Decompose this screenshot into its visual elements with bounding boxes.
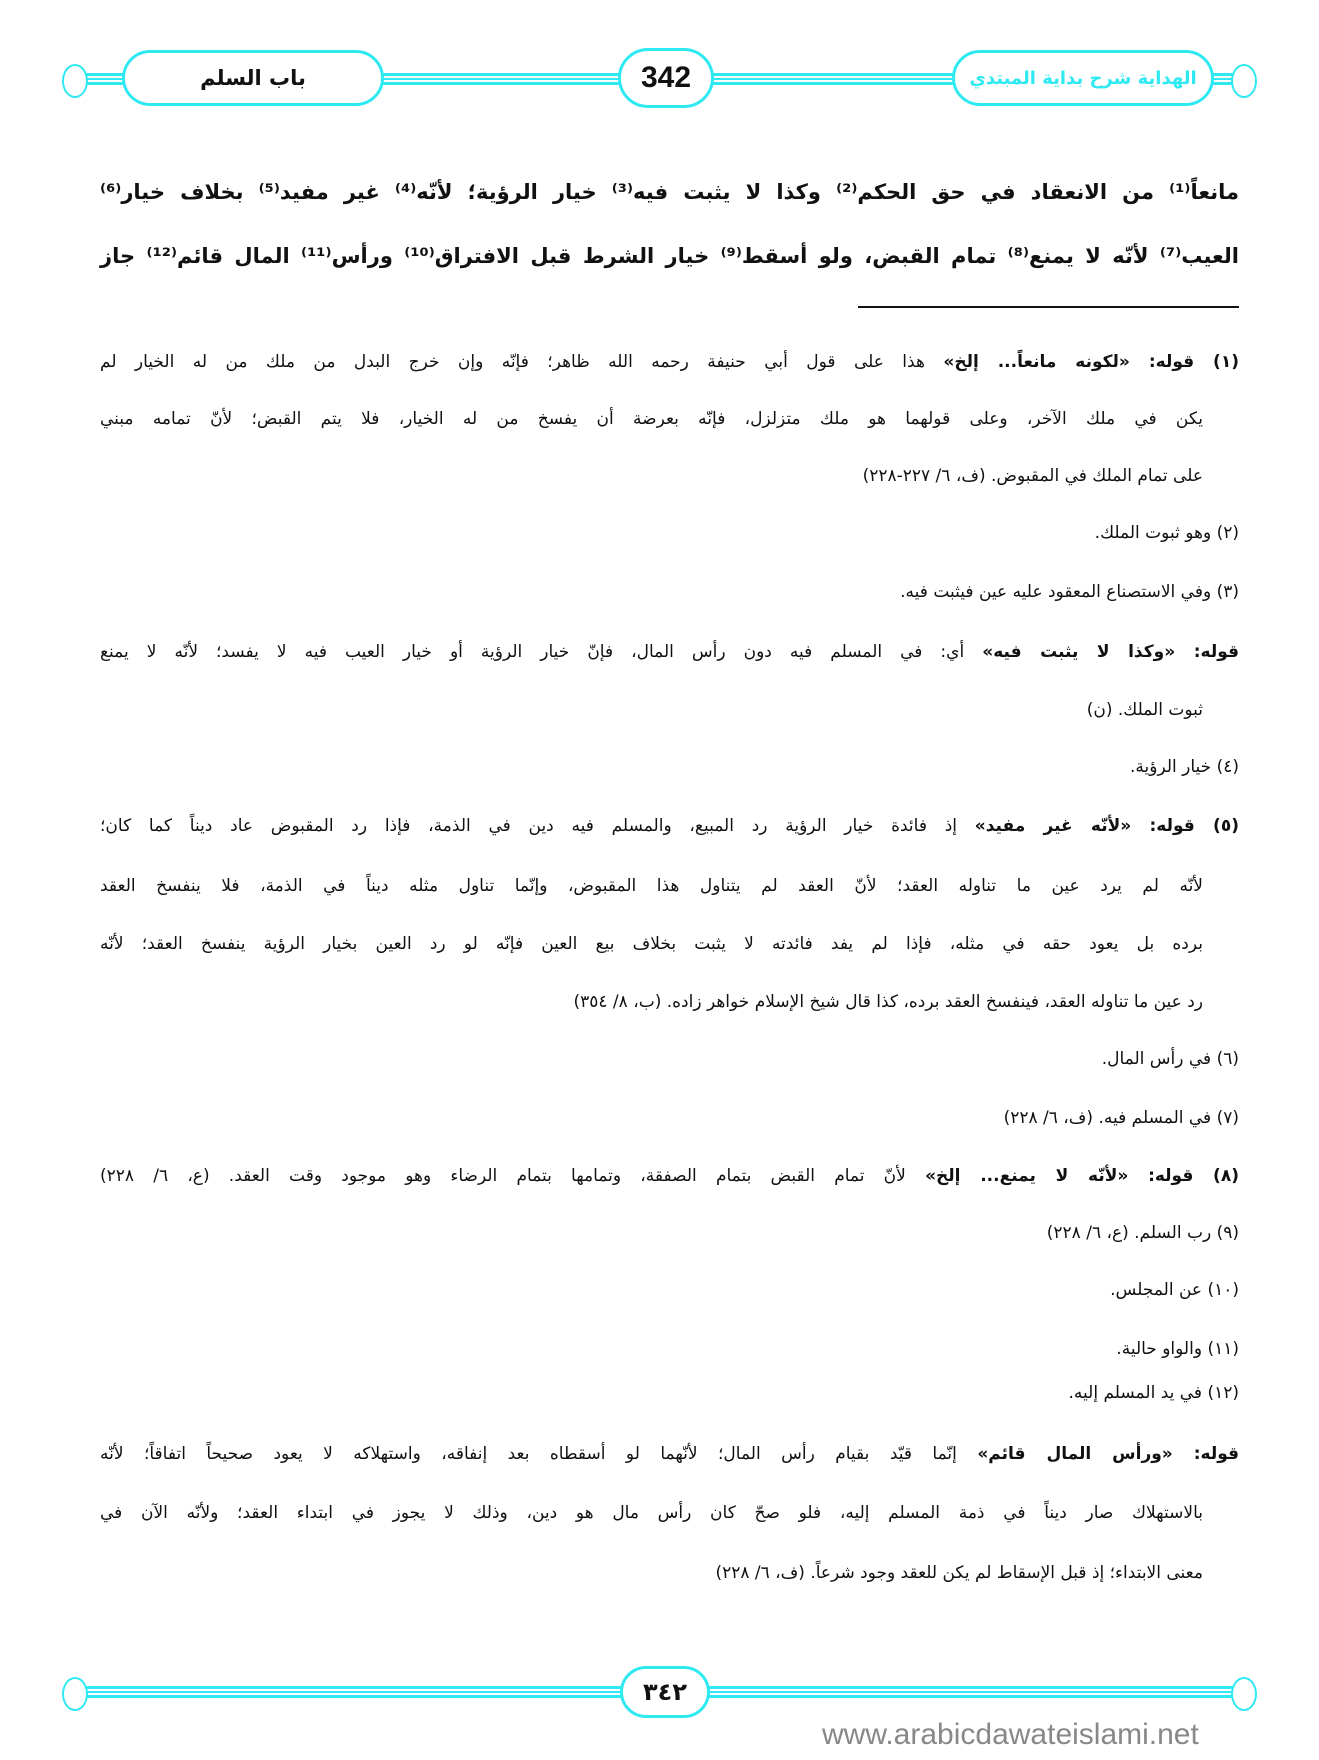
footnote-text: معنى الابتداء؛ إذ قبل الإسقاط لم يكن للعقد وجود شرعاً. (ف، ٦/ ٢٢٨) xyxy=(715,1563,1203,1583)
footnote-line xyxy=(100,352,1239,372)
footer-page-number-box xyxy=(620,1666,710,1718)
footnote-text: (٤) خيار الرؤية. xyxy=(1130,757,1239,777)
footnote-line xyxy=(100,992,1203,1012)
footnote-divider xyxy=(858,306,1239,308)
footnote-line xyxy=(100,466,1203,486)
footnote-quote: (٨) قوله: «لأنّه لا يمنع... إلخ» xyxy=(925,1166,1240,1186)
footnote-text: أي: في المسلم فيه دون رأس المال، فإنّ خيار الرؤية أو خيار العيب فيه لا يفسد؛ لأنّه لا يمنع xyxy=(100,642,983,662)
footnote-text: ثبوت الملك. (ن) xyxy=(1086,700,1203,720)
footnote-text: (٢) وهو ثبوت الملك. xyxy=(1094,523,1239,543)
footnote-line xyxy=(100,1223,1239,1243)
footnote-line xyxy=(100,1503,1203,1523)
book-title-logo: الهداية شرح بداية المبتدي xyxy=(969,67,1197,89)
footnote-line xyxy=(100,1339,1239,1359)
footnote-quote: قوله: «وكذا لا يثبت فيه» xyxy=(982,642,1239,662)
footnote-line xyxy=(100,1280,1239,1300)
footnote-quote: (١) قوله: «لكونه مانعاً... إلخ» xyxy=(943,352,1239,372)
footnote-line xyxy=(100,1108,1239,1128)
footnote-text: (١١) والواو حالية. xyxy=(1116,1339,1239,1359)
chapter-title-box xyxy=(122,50,384,106)
footnote-line xyxy=(100,700,1203,720)
footnote-text: (٣) وفي الاستصناع المعقود عليه عين فيثبت فيه. xyxy=(900,582,1239,602)
footnote-text: لأنّه لم يرد عين ما تناوله العقد؛ لأنّ العقد لم يتناول هذا المقبوض، وإنّما تناول مثله ديناً في الذمة، فلا ينفسخ العقد xyxy=(100,876,1203,896)
page-number: 342 xyxy=(640,61,692,94)
page-number-box xyxy=(618,48,714,108)
footnote-line xyxy=(100,409,1203,429)
footnote-text: إذ فائدة خيار الرؤية رد المبيع، والمسلم فيه دين في الذمة، فإذا رد المقبوض عاد ديناً كما كان؛ xyxy=(100,816,975,836)
footnote-line xyxy=(100,934,1203,954)
footnote-line xyxy=(100,1166,1239,1186)
footnote-text: (٩) رب السلم. (ع، ٦/ ٢٢٨) xyxy=(1046,1223,1239,1243)
website-watermark: www.arabicdawateislami.net xyxy=(822,1718,1199,1751)
footnote-line xyxy=(100,523,1239,543)
ornament-endcap-right xyxy=(1231,64,1257,98)
chapter-title: باب السلم xyxy=(200,66,306,90)
footnote-line xyxy=(100,876,1203,896)
footnote-line xyxy=(100,642,1239,662)
main-text-line: العيب⁽⁷⁾ لأنّه لا يمنع⁽⁸⁾ تمام القبض، ولو أسقط⁽⁹⁾ خيار الشرط قبل الافتراق⁽¹⁰⁾ ورأس⁽¹¹⁾ المال قائم⁽¹²⁾ جاز xyxy=(100,244,1239,268)
footnote-line xyxy=(100,1444,1239,1464)
footnote-quote: (٥) قوله: «لأنّه غير مفيد» xyxy=(974,816,1239,836)
footnote-line xyxy=(100,1383,1239,1403)
footnote-text: على تمام الملك في المقبوض. (ف، ٦/ ٢٢٧-٢٢٨) xyxy=(862,466,1203,486)
footnote-text: إنّما قيّد بقيام رأس المال؛ لأنّهما لو أسقطاه بعد إنفاقه، واستهلاكه لا يعود صحيحاً اتفاقاً؛ لأنّه xyxy=(100,1444,978,1464)
footnote-line xyxy=(100,816,1239,836)
main-text-line: مانعاً⁽¹⁾ من الانعقاد في حق الحكم⁽²⁾ وكذا لا يثبت فيه⁽³⁾ خيار الرؤية؛ لأنّه⁽⁴⁾ غير مفيد⁽⁵⁾ بخلاف خيار⁽⁶⁾ xyxy=(100,180,1239,204)
footnote-line xyxy=(100,1049,1239,1069)
footnote-text: يكن في ملك الآخر، وعلى قولهما هو ملك متزلزل، فإنّه بعرضة أن يفسخ من له الخيار، فلا يتم القبض؛ لأنّ تمامه مبني xyxy=(100,409,1203,429)
footnote-text: (٦) في رأس المال. xyxy=(1101,1049,1239,1069)
footnote-line xyxy=(100,1563,1203,1583)
footnote-text: رد عين ما تناوله العقد، فينفسخ العقد برده، كذا قال شيخ الإسلام خواهر زاده. (ب، ٨/ ٣٥٤) xyxy=(573,992,1203,1012)
footer-page-number: ٣٤٢ xyxy=(643,1678,687,1706)
footnote-quote: قوله: «ورأس المال قائم» xyxy=(977,1444,1240,1464)
footnote-line xyxy=(100,757,1239,777)
footnote-text: برده بل يعود حقه في مثله، فإذا لم يفد فائدته لا يثبت بخلاف بيع العين فإنّه لو رد العين بخيار الرؤية ينفسخ العقد؛ لأنّه xyxy=(100,934,1203,954)
footnote-text: لأنّ تمام القبض بتمام الصفقة، وتمامها بتمام الرضاء وهو موجود وقت العقد. (ع، ٦/ ٢٢٨) xyxy=(100,1166,926,1186)
book-title-box xyxy=(952,50,1214,106)
footnote-text: بالاستهلاك صار ديناً في ذمة المسلم إليه، فلو صحّ كان رأس مال هو دين، وذلك لا يجوز في ابتداء العقد؛ ولأنّه الآن في xyxy=(100,1503,1203,1523)
footnote-text: (٧) في المسلم فيه. (ف، ٦/ ٢٢٨) xyxy=(1003,1108,1239,1128)
footnote-line xyxy=(100,582,1239,602)
ornament-endcap-right xyxy=(1231,1677,1257,1711)
footnote-text: هذا على قول أبي حنيفة رحمه الله ظاهر؛ فإنّه وإن خرج البدل من ملك من له الخيار لم xyxy=(100,352,944,372)
ornament-endcap-left xyxy=(62,1677,88,1711)
ornament-endcap-left xyxy=(62,64,88,98)
footnote-text: (١٢) في يد المسلم إليه. xyxy=(1068,1383,1239,1403)
footnote-text: (١٠) عن المجلس. xyxy=(1110,1280,1239,1300)
